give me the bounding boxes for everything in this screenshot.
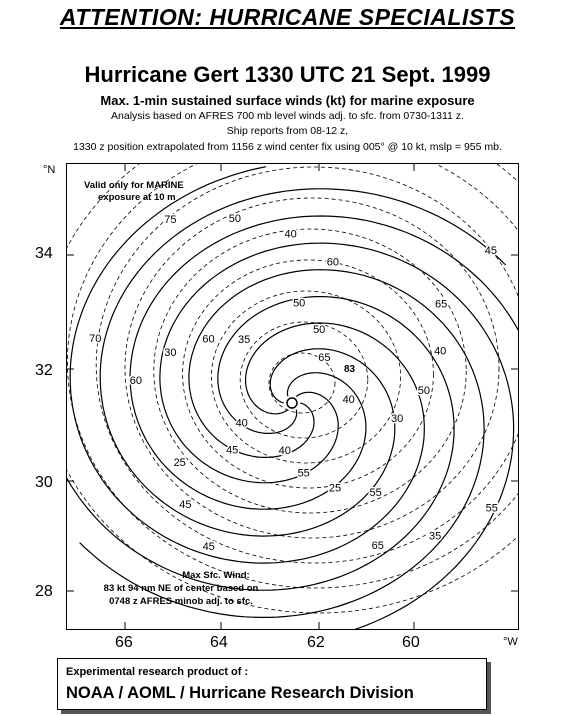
valid-note-line2: exposure at 10 m bbox=[98, 192, 176, 203]
contour-label: 65 bbox=[434, 298, 448, 311]
contour-label: 50 bbox=[293, 297, 306, 310]
contour-label: 25 bbox=[328, 482, 342, 495]
contour-label: 60 bbox=[202, 333, 215, 346]
contour-label: 50 bbox=[417, 385, 431, 397]
page-subtitle: Max. 1-min sustained surface winds (kt) for marine exposure bbox=[100, 93, 475, 108]
lon-label-64: 64 bbox=[210, 634, 228, 651]
position-note: 1330 z position extrapolated from 1156 z wind center fix using 005° @ 10 kt, mslp = 955 mb. bbox=[73, 141, 502, 153]
contour-label: 25 bbox=[173, 457, 186, 470]
contour-label: 30 bbox=[164, 346, 177, 359]
contour-label: 35 bbox=[237, 333, 251, 346]
contour-label: 55 bbox=[485, 502, 498, 515]
west-axis-label: °W bbox=[503, 636, 518, 648]
north-axis-label: °N bbox=[43, 164, 56, 176]
contour-label: 40 bbox=[284, 228, 297, 241]
credit-line2: NOAA / AOML / Hurricane Research Division bbox=[66, 684, 414, 702]
contour-label: 55 bbox=[369, 486, 382, 499]
contour-label: 65 bbox=[318, 351, 331, 364]
contour-label: 40 bbox=[278, 444, 291, 457]
contour-label: 60 bbox=[326, 256, 340, 269]
contour-label: 35 bbox=[428, 530, 442, 543]
contour-label: 45 bbox=[179, 498, 192, 511]
attention-banner: ATTENTION: HURRICANE SPECIALISTS bbox=[59, 4, 516, 30]
lat-label-28: 28 bbox=[35, 583, 53, 600]
contour-label: 45 bbox=[226, 444, 239, 457]
contour-label: 45 bbox=[202, 541, 215, 554]
lon-label-60: 60 bbox=[402, 634, 420, 651]
contour-label: 50 bbox=[313, 324, 326, 337]
max-wind-note-line3: 0748 z AFRES minob adj. to sfc. bbox=[109, 596, 253, 607]
valid-note-line1: Valid only for MARINE bbox=[84, 180, 184, 191]
credit-line1: Experimental research product of : bbox=[66, 666, 249, 678]
contour-label: 70 bbox=[89, 333, 102, 345]
contour-label: 60 bbox=[129, 374, 143, 387]
contour-label: 45 bbox=[484, 244, 498, 257]
wind-analysis-map bbox=[66, 163, 519, 630]
lon-label-66: 66 bbox=[115, 634, 133, 651]
lat-label-30: 30 bbox=[35, 474, 53, 491]
contour-label: 65 bbox=[371, 539, 384, 552]
contour-label: 40 bbox=[235, 417, 248, 430]
ship-reports-note: Ship reports from 08-12 z, bbox=[226, 125, 349, 137]
max-wind-value: 83 bbox=[344, 364, 356, 375]
contour-label: 40 bbox=[342, 394, 355, 406]
lon-label-62: 62 bbox=[307, 634, 325, 651]
contour-label: 55 bbox=[297, 467, 310, 480]
contour-label: 40 bbox=[434, 345, 447, 358]
analysis-note: Analysis based on AFRES 700 mb level winds adj. to sfc. from 0730-1311 z. bbox=[111, 110, 464, 122]
page-title: Hurricane Gert 1330 UTC 21 Sept. 1999 bbox=[84, 62, 491, 87]
lat-label-34: 34 bbox=[35, 245, 53, 262]
credit-box bbox=[57, 658, 487, 710]
lat-label-32: 32 bbox=[35, 362, 53, 379]
max-wind-note-line2: 83 kt 94 nm NE of center based on bbox=[103, 583, 259, 594]
max-wind-note-line1: Max Sfc. Wind: bbox=[182, 570, 250, 581]
contour-label: 30 bbox=[390, 412, 404, 425]
contour-label: 50 bbox=[228, 213, 242, 226]
contour-label: 75 bbox=[164, 214, 177, 227]
